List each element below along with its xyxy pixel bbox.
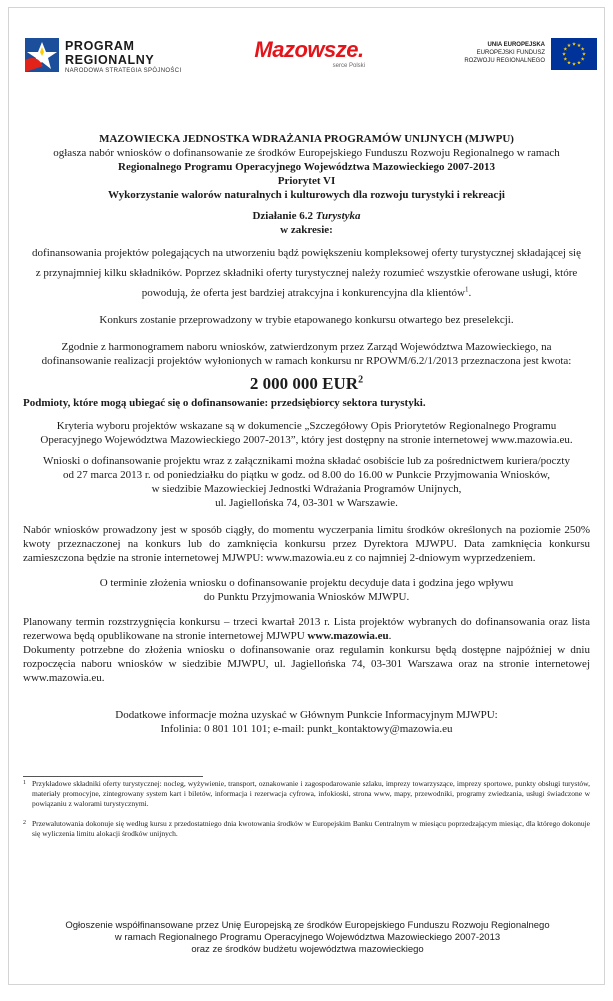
program-line2: REGIONALNY: [65, 53, 155, 67]
competition-mode: Konkurs zostanie przeprowadzony w trybie etapowanego konkursu otwartego bez preselekcji.: [99, 314, 514, 326]
scope-line3: powodują, że oferta jest bardziej atrakcyjna i konkurencyjna dla klientów$^1$.: [141, 285, 472, 299]
footer-line2: w ramach Regionalnego Programu Operacyjnego Województwa Mazowieckiego 2007-2013: [114, 932, 501, 943]
program-name: Regionalnego Programu Operacyjnego Województwa Mazowieckiego 2007-2013: [118, 161, 495, 173]
resolution-info: Planowany termin rozstrzygnięcia konkursu – trzeci kwartał 2013 r. Lista projektów wybranych do dofinansowania oraz lista rezerwowa będą opublikowane na stronie internetowej MJWPU www.mazowia.eu.: [23, 616, 590, 642]
program-subtitle: NARODOWA STRATEGIA SPÓJNOŚCI: [65, 68, 182, 74]
criteria-line2: Operacyjnego Województwa Mazowieckiego 2007-2013”, który jest dostępny na stronie internetowej www.mazowia.eu.: [40, 434, 573, 446]
footnote-ref-2: 2: [358, 374, 364, 386]
budget-line2: dofinansowanie realizacji projektów wyłonionych w ramach konkursu nr RPOWM/6.2/1/2013 przeznaczona jest kwota:: [41, 355, 572, 367]
announcement-page: [8, 7, 605, 985]
mazowsze-logo: [249, 38, 369, 80]
announcement-intro: ogłasza nabór wniosków o dofinansowanie ze środków Europejskiego Funduszu Rozwoju Regionalnego w ramach: [53, 147, 560, 159]
budget-line1: Zgodnie z harmonogramem naboru wniosków, zatwierdzonym przez Zarząd Województwa Mazowieckiego, na: [61, 341, 552, 353]
program-line1: PROGRAM: [65, 39, 135, 53]
eu-line3: ROZWOJU REGIONALNEGO: [464, 58, 545, 64]
footer-line3: oraz ze środków budżetu województwa mazowieckiego: [191, 944, 424, 955]
footnote-2: 2 Przewalutowania dokonuje się według kursu z przedostatniego dnia kwotowania środków w Europejskim Banku Centralnym w miesiącu poprzedzającym miesiąc, dla którego dokonuje się wyliczenia limitu alokacji środków unijnych.: [23, 819, 590, 838]
submission-line4: ul. Jagiellońska 74, 03-301 w Warszawie.: [215, 497, 398, 509]
footnote-ref-1: 1: [464, 285, 469, 294]
eu-logo: [457, 38, 597, 74]
contact-line2: Infolinia: 0 801 101 101; e-mail: punkt_kontaktowy@mazowia.eu: [160, 723, 453, 735]
website-link: www.mazowia.eu: [307, 630, 389, 642]
mazowsze-tagline: serce Polski: [332, 63, 365, 69]
contact-line1: Dodatkowe informacje można uzyskać w Głównym Punkcie Informacyjnym MJWPU:: [115, 709, 498, 721]
eligible-entities: Podmioty, które mogą ubiegać się o dofinansowanie: przedsiębiorcy sektora turystyki.: [23, 397, 426, 409]
deadline-line1: O terminie złożenia wniosku o dofinansowanie projektu decyduje data i godzina jego wpływu: [99, 577, 514, 589]
eu-line2: EUROPEJSKI FUNDUSZ: [476, 50, 545, 56]
budget-amount: 2 000 000 EUR$^2$: [249, 374, 364, 393]
scope-line2: z przynajmniej kilku składników. Poprzez składniki oferty turystycznej należy rozumieć wszystkie oferowane usługi, które: [35, 267, 578, 279]
eu-line1: UNIA EUROPEJSKA: [487, 42, 545, 48]
deadline-line2: do Punktu Przyjmowania Wniosków MJWPU.: [203, 591, 410, 603]
footnote-divider: [23, 776, 203, 777]
documents-info: Dokumenty potrzebne do złożenia wniosku o dofinansowanie oraz regulamin konkursu będą dostępne najpóźniej w dniu rozpoczęcia naboru wniosków w siedzibie MJWPU, ul. Jagiellońska 74, 03-301 Warszawa oraz na stronie internetowej www.mazowia.eu.: [23, 644, 590, 684]
submission-line2: od 27 marca 2013 r. od poniedziałku do piątku w godz. od 8.00 do 16.00 w Punkcie Przyjmowania Wniosków,: [63, 469, 550, 481]
footer-line1: Ogłoszenie współfinansowane przez Unię Europejską ze środków Europejskiego Funduszu Rozwoju Regionalnego: [65, 920, 550, 931]
program-regionalny-logo: [23, 32, 183, 82]
priority-number: Priorytet VI: [277, 175, 336, 187]
submission-line3: w siedzibie Mazowieckiej Jednostki Wdrażania Programów Unijnych,: [151, 483, 462, 495]
scope-line1: dofinansowania projektów polegających na utworzeniu bądź powiększeniu kompleksowej oferty turystycznej składającej się: [32, 247, 581, 259]
announcement-body: [23, 120, 590, 839]
footnote-1: 1 Przykładowe składniki oferty turystycznej: nocleg, wyżywienie, transport, oznakowanie i zagospodarowanie szlaku, imprezy towarzyszące, imprezy sportowe, punkty obsługi turystów, materiały promocyjne, zintegrowany system kart i biletów, informacja i rezerwacja cyfrowa, infokioski, strona www, mapy, przewodniki, programy zwiedzania, usługi świadczone w powiązaniu z walorami turystycznymi.: [23, 779, 590, 808]
mazowsze-wordmark: Mazowsze.: [254, 37, 364, 62]
submission-line1: Wnioski o dofinansowanie projektu wraz z załącznikami można składać osobiście lub za pośrednictwem kuriera/poczty: [43, 455, 570, 467]
organization-name: MAZOWIECKA JEDNOSTKA WDRAŻANIA PROGRAMÓW UNIJNYCH (MJWPU): [99, 133, 514, 145]
priority-title: Wykorzystanie walorów naturalnych i kulturowych dla rozwoju turystyki i rekreacji: [108, 189, 505, 201]
eu-flag-icon: [551, 38, 597, 70]
criteria-line1: Kryteria wyboru projektów wskazane są w dokumencie „Szczegółowy Opis Priorytetów Regionalnego Programu: [56, 420, 557, 432]
continuous-recruitment: Nabór wniosków prowadzony jest w sposób ciągły, do momentu wyczerpania limitu środków określonych na poziomie 250% kwoty przeznaczonej na konkurs lub do zamknięcia konkursu przez Dyrektora MJWPU. Data zamknięcia konkursu zamieszczona będzie na stronie internetowej MJWPU: www.mazowia.eu z co najmniej 2-dniowym wyprzedzeniem.: [23, 524, 590, 564]
action-title: Działanie 6.2 Turystyka: [252, 210, 361, 222]
scope-label: w zakresie:: [280, 224, 333, 236]
cofinancing-footer: [9, 920, 606, 956]
star-icon: [23, 36, 65, 74]
logo-bar: [9, 8, 604, 120]
